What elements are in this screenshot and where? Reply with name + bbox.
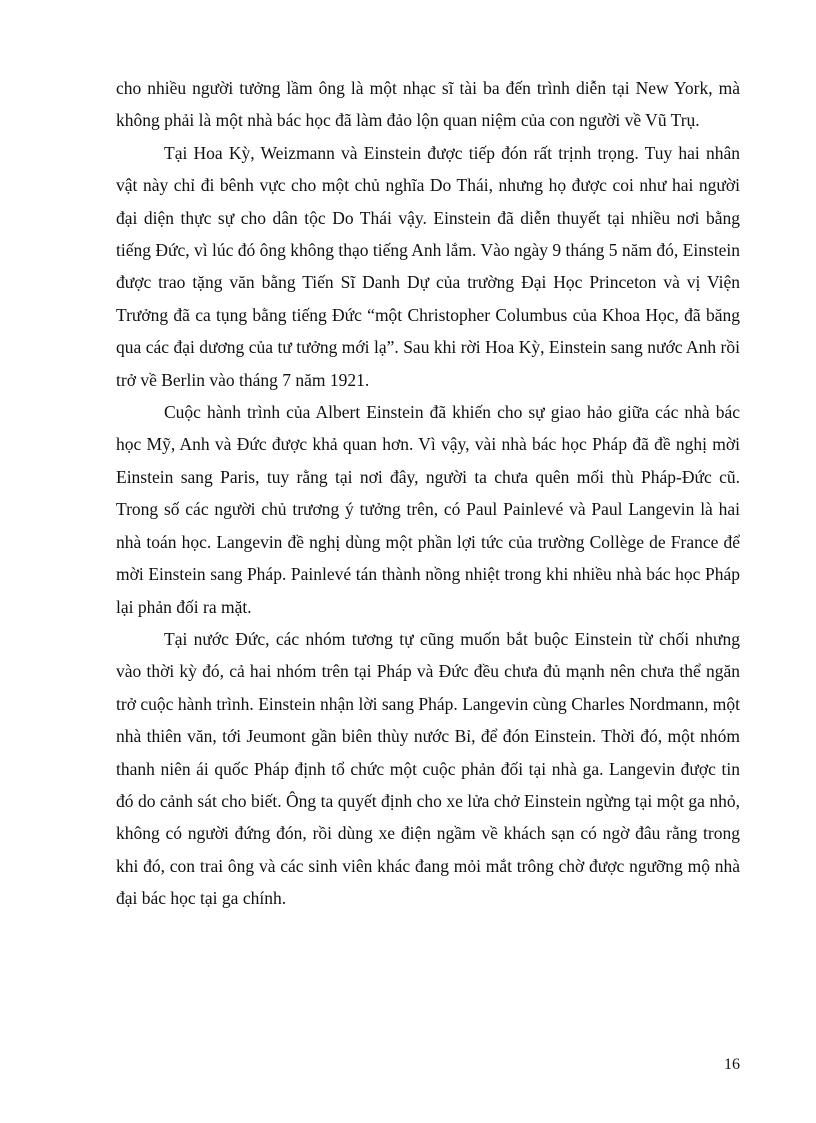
document-page: [116, 72, 740, 915]
paragraph-continuation: cho nhiều người tưởng lầm ông là một nhạc sĩ tài ba đến trình diễn tại New York, mà không phải là một nhà bác học đã làm đảo lộn quan niệm của con người về Vũ Trụ.: [116, 78, 740, 131]
paragraph-arrival-france: Tại nước Đức, các nhóm tương tự cũng muốn bắt buộc Einstein từ chối nhưng vào thời kỳ đó, cả hai nhóm trên tại Pháp và Đức đều chưa đủ mạnh nên chưa thể ngăn trở cuộc hành trình. Einstein nhận lời sang Pháp. Langevin cùng Charles Nordmann, một nhà thiên văn, tới Jeumont gần biên thùy nước Bỉ, để đón Einstein. Thời đó, một nhóm thanh niên ái quốc Pháp định tổ chức một cuộc phản đối tại nhà ga. Langevin được tin đó do cảnh sát cho biết. Ông ta quyết định cho xe lửa chở Einstein ngừng tại một ga nhỏ, không có người đứng đón, rồi dùng xe điện ngầm về khách sạn có ngờ đâu rằng trong khi đó, con trai ông và các sinh viên khác đang mỏi mắt trông chờ được ngưỡng mộ nhà đại bác học tại ga chính.: [116, 628, 740, 909]
page-number: 16: [724, 1056, 740, 1073]
paragraph-usa-visit: Tại Hoa Kỳ, Weizmann và Einstein được tiếp đón rất trịnh trọng. Tuy hai nhân vật này chỉ đi bênh vực cho một chủ nghĩa Do Thái, nhưng họ được coi như hai người đại diện thực sự cho dân tộc Do Thái vậy. Einstein đã diễn thuyết tại nhiều nơi bằng tiếng Đức, vì lúc đó ông không thạo tiếng Anh lắm. Vào ngày 9 tháng 5 năm đó, Einstein được trao tặng văn bằng Tiến Sĩ Danh Dự của trường Đại Học Princeton và vị Viện Trưởng đã ca tụng bằng tiếng Đức “một Christopher Columbus của Khoa Học, đã băng qua các đại dương của tư tưởng mới lạ”. Sau khi rời Hoa Kỳ, Einstein sang nước Anh rồi trở về Berlin vào tháng 7 năm 1921.: [116, 142, 741, 390]
paragraph-paris-invitation: Cuộc hành trình của Albert Einstein đã khiến cho sự giao hảo giữa các nhà bác học Mỹ, Anh và Đức được khả quan hơn. Vì vậy, vài nhà bác học Pháp đã đề nghị mời Einstein sang Paris, tuy rằng tại nơi đây, người ta chưa quên mối thù Pháp-Đức cũ. Trong số các người chủ trương ý tưởng trên, có Paul Painlevé và Paul Langevin là hai nhà toán học. Langevin đề nghị dùng một phần lợi tức của trường Collège de France để mời Einstein sang Pháp. Painlevé tán thành nồng nhiệt trong khi nhiều nhà bác học Pháp lại phản đối ra mặt.: [116, 402, 740, 617]
